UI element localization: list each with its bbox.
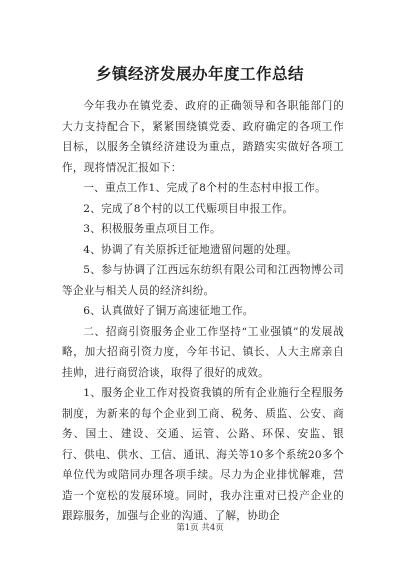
paragraph: 今年我办在镇党委、政府的正确领导和各职能部门的大力支持配合下，紧紧围绕镇党委、政府确定的各项工作目标，以服务全镇经济建设为重点，踏踏实实做好各项工作，现将情况汇报如下： [62,100,344,174]
page-number: 第1页 共4页 [176,523,224,533]
paragraph: 2、完成了8个村的以工代赈项目申报工作。 [83,202,294,215]
paragraph: 4、协调了有关原拆迁征地遗留问题的处理。 [83,243,298,256]
document-title: 乡镇经济发展办年度工作总结 [95,64,304,83]
paragraph: 6、认真做好了铜万高速征地工作。 [83,305,254,317]
paragraph: 3、积极服务重点项目工作。 [83,223,221,235]
document-body [62,96,344,527]
paragraph: 二、招商引资服务企业工作坚持“工业强镇”的发展战略，加大招商引资力度，今年书记、镇长、人大主席亲自挂帅，进行商贸洽谈，取得了很好的成效。 [62,325,344,379]
paragraph: 5、参与协调了江西远东纺织有限公司和江西物博公司等企业与相关人员的经济纠纷。 [62,264,344,297]
paragraph: 一、重点工作1、完成了8个村的生态村申报工作。 [83,182,327,194]
paragraph: 1、服务企业工作对投资我镇的所有企业施行全程服务制度，为新来的每个企业到工商、税务、质监、公安、商务、国土、建设、交通、运管、公路、环保、安监、银行、供电、供水、工信、通讯、海关等10多个系统20多个单位代为或陪同办理各项手续。尽力为企业排忧解难，营造一个宽松的发展环境。同时，我办注重对已投产企业的跟踪服务，加强与企业的沟通、了解，协助企 [62,387,344,522]
